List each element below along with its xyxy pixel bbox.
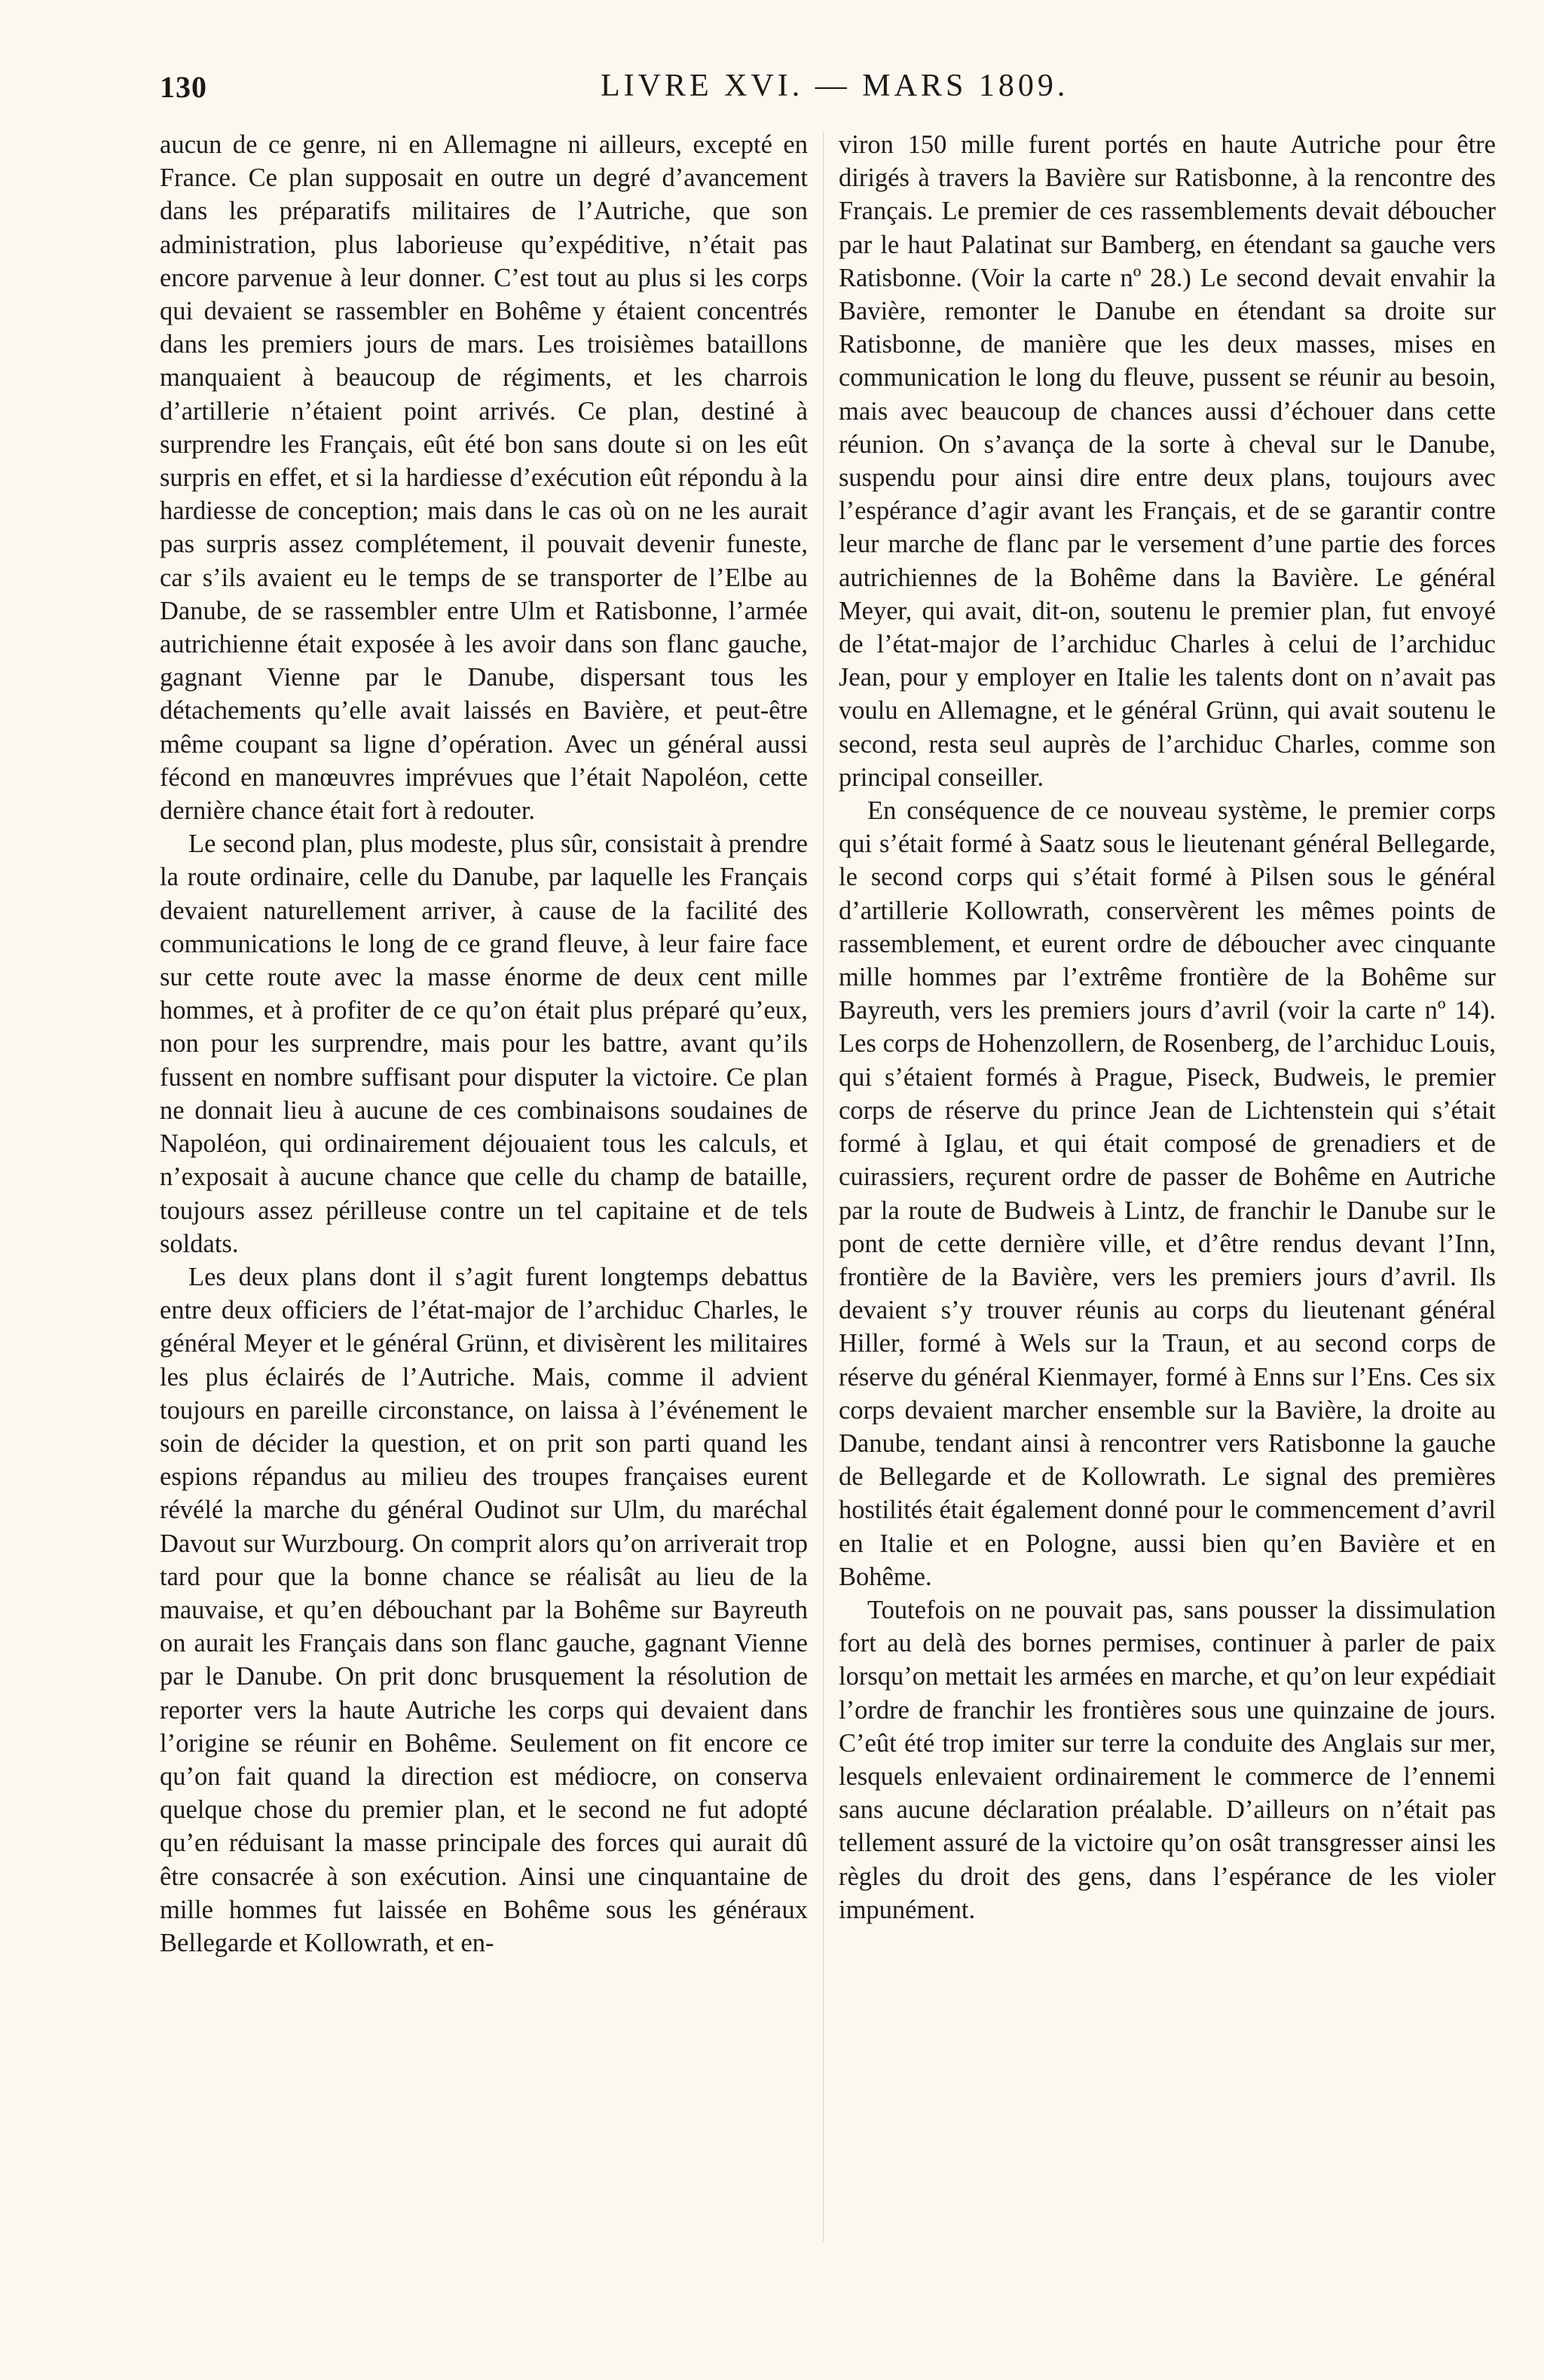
paragraph: Les deux plans dont il s’agit furent longtemps debattus entre deux officiers de l’état-major de l’archiduc Charles, le général Meyer et le général Grünn, et divisèrent les militaires les plus éclairés de l’Autriche. Mais, comme il advient toujours en pareille circonstance, on laissa à l’événement le soin de décider la question, et on prit son parti quand les espions répandus au milieu des troupes françaises eurent révélé la marche du général Oudinot sur Ulm, du maréchal Davout sur Wurzbourg. On comprit alors qu’on arriverait trop tard pour que la bonne chance se réalisât au lieu de la mauvaise, et qu’en débouchant par la Bohême sur Bayreuth on aurait les Français dans son flanc gauche, gagnant Vienne par le Danube. On prit donc brusquement la résolution de reporter vers la haute Autriche les corps qui devaient dans l’origine se réunir en Bohême. Seulement on fit encore ce qu’on fait quand la direction est médiocre, on conserva quelque chose du premier plan, et le second ne fut adopté qu’en réduisant la masse principale des forces qui aurait dû être consacrée à son exécution. Ainsi une cinquantaine de mille hommes fut laissée en Bohême sous les généraux Bellegarde et Kollowrath, et en- [160, 1262, 808, 1957]
paragraph: Le second plan, plus modeste, plus sûr, consistait à prendre la route ordinaire, celle du Danube, par laquelle les Français devaient naturellement arriver, à cause de la facilité des communications le long de ce grand fleuve, à leur faire face sur cette route avec la masse énorme de deux cent mille hommes, et à profiter de ce qu’on était plus préparé qu’eux, non pour les surprendre, mais pour les battre, avant qu’ils fussent en nombre suffisant pour disputer la victoire. Ce plan ne donnait lieu à aucune de ces combinaisons soudaines de Napoléon, qui ordinairement déjouaient tous les calculs, et n’exposait à aucune chance que celle du champ de bataille, toujours assez périlleuse contre un tel capitaine et de tels soldats. [160, 829, 808, 1258]
running-title: LIVRE XVI. — MARS 1809. [601, 69, 1069, 103]
paragraph: viron 150 mille furent portés en haute Autriche pour être dirigés à travers la Bavière sur Ratisbonne, à la rencontre des Français. Le premier de ces rassemblements devait déboucher par le haut Palatinat sur Bamberg, en étendant sa gauche vers Ratisbonne. (Voir la carte nº 28.) Le second devait envahir la Bavière, remonter le Danube en étendant sa droite sur Ratisbonne, de manière que les deux masses, mises en communication le long du fleuve, pussent se réunir au besoin, mais avec beaucoup de chances aussi d’échouer dans cette réunion. On s’avança de la sorte à cheval sur le Danube, suspendu pour ainsi dire entre deux plans, toujours avec l’espérance d’agir avant les Français, et de se garantir contre leur marche de flanc par le versement d’une partie des forces autrichiennes de la Bohême dans la Bavière. Le général Meyer, qui avait, dit-on, soutenu le premier plan, fut envoyé de l’état-major de l’archiduc Charles à celui de l’archiduc Jean, pour y employer en Italie les talents dont on n’avait pas voulu en Allemagne, et le général Grünn, qui avait soutenu le second, resta seul auprès de l’archiduc Charles, comme son principal conseiller. [839, 130, 1496, 792]
paragraph: Toutefois on ne pouvait pas, sans pousser la dissimulation fort au delà des bornes permises, continuer à parler de paix lorsqu’on mettait les armées en marche, et qu’on leur expédiait l’ordre de franchir les frontières sous une quinzaine de jours. C’eût été trop imiter sur terre la conduite des Anglais sur mer, lesquels enlevaient ordinairement le commerce de l’ennemi sans aucune déclaration préalable. D’ailleurs on n’était pas tellement assuré de la victoire qu’on osât transgresser ainsi les règles du droit des gens, dans l’espérance de les violer impunément. [839, 1595, 1496, 1924]
column-divider [823, 132, 824, 2241]
page-number: 130 [160, 70, 207, 104]
paragraph: aucun de ce genre, ni en Allemagne ni ailleurs, excepté en France. Ce plan supposait en outre un degré d’avancement dans les préparatifs militaires de l’Autriche, que son administration, plus laborieuse qu’expéditive, n’était pas encore parvenue à leur donner. C’est tout au plus si les corps qui devaient se rassembler en Bohême y étaient concentrés dans les premiers jours de mars. Les troisièmes bataillons manquaient à beaucoup de régiments, et les charrois d’artillerie n’étaient point arrivés. Ce plan, destiné à surprendre les Français, eût été bon sans doute si on les eût surpris en effet, et si la hardiesse d’exécution eût répondu à la hardiesse de conception; mais dans le cas où on ne les aurait pas surpris assez complétement, il pouvait devenir funeste, car s’ils avaient eu le temps de se transporter de l’Elbe au Danube, de se rassembler entre Ulm et Ratisbonne, l’armée autrichienne était exposée à les avoir dans son flanc gauche, gagnant Vienne par le Danube, dispersant tous les détachements qu’elle avait laissés en Bavière, et peut-être même coupant sa ligne d’opération. Avec un général aussi fécond en manœuvres imprévues que l’était Napoléon, cette dernière chance était fort à redouter. [160, 130, 808, 826]
right-column [839, 128, 1496, 1926]
page-header [160, 62, 1544, 107]
left-column [160, 128, 808, 1960]
paragraph: En conséquence de ce nouveau système, le premier corps qui s’était formé à Saatz sous le lieutenant général Bellegarde, le second corps qui s’était formé à Pilsen sous le général d’artillerie Kollowrath, conservèrent les mêmes points de rassemblement, et eurent ordre de déboucher avec cinquante mille hommes par l’extrême frontière de la Bohême sur Bayreuth, vers les premiers jours d’avril (voir la carte nº 14). Les corps de Hohenzollern, de Rosenberg, de l’archiduc Louis, qui s’étaient formés à Prague, Piseck, Budweis, le premier corps de réserve du prince Jean de Lichtenstein qui s’était formé à Iglau, et qui était composé de grenadiers et de cuirassiers, reçurent ordre de passer de Bohême en Autriche par la route de Budweis à Lintz, de franchir le Danube sur le pont de cette dernière ville, et d’être rendus devant l’Inn, frontière de la Bavière, vers les premiers jours d’avril. Ils devaient s’y trouver réunis au corps du lieutenant général Hiller, formé à Wels sur la Traun, et au second corps de réserve du général Kienmayer, formé à Enns sur l’Ens. Ces six corps devaient marcher ensemble sur la Bavière, la droite au Danube, tendant ainsi à rencontrer vers Ratisbonne la gauche de Bellegarde et de Kollowrath. Le signal des premières hostilités était également donné pour le commencement d’avril en Italie et en Pologne, aussi bien qu’en Bavière et en Bohême. [839, 796, 1496, 1591]
